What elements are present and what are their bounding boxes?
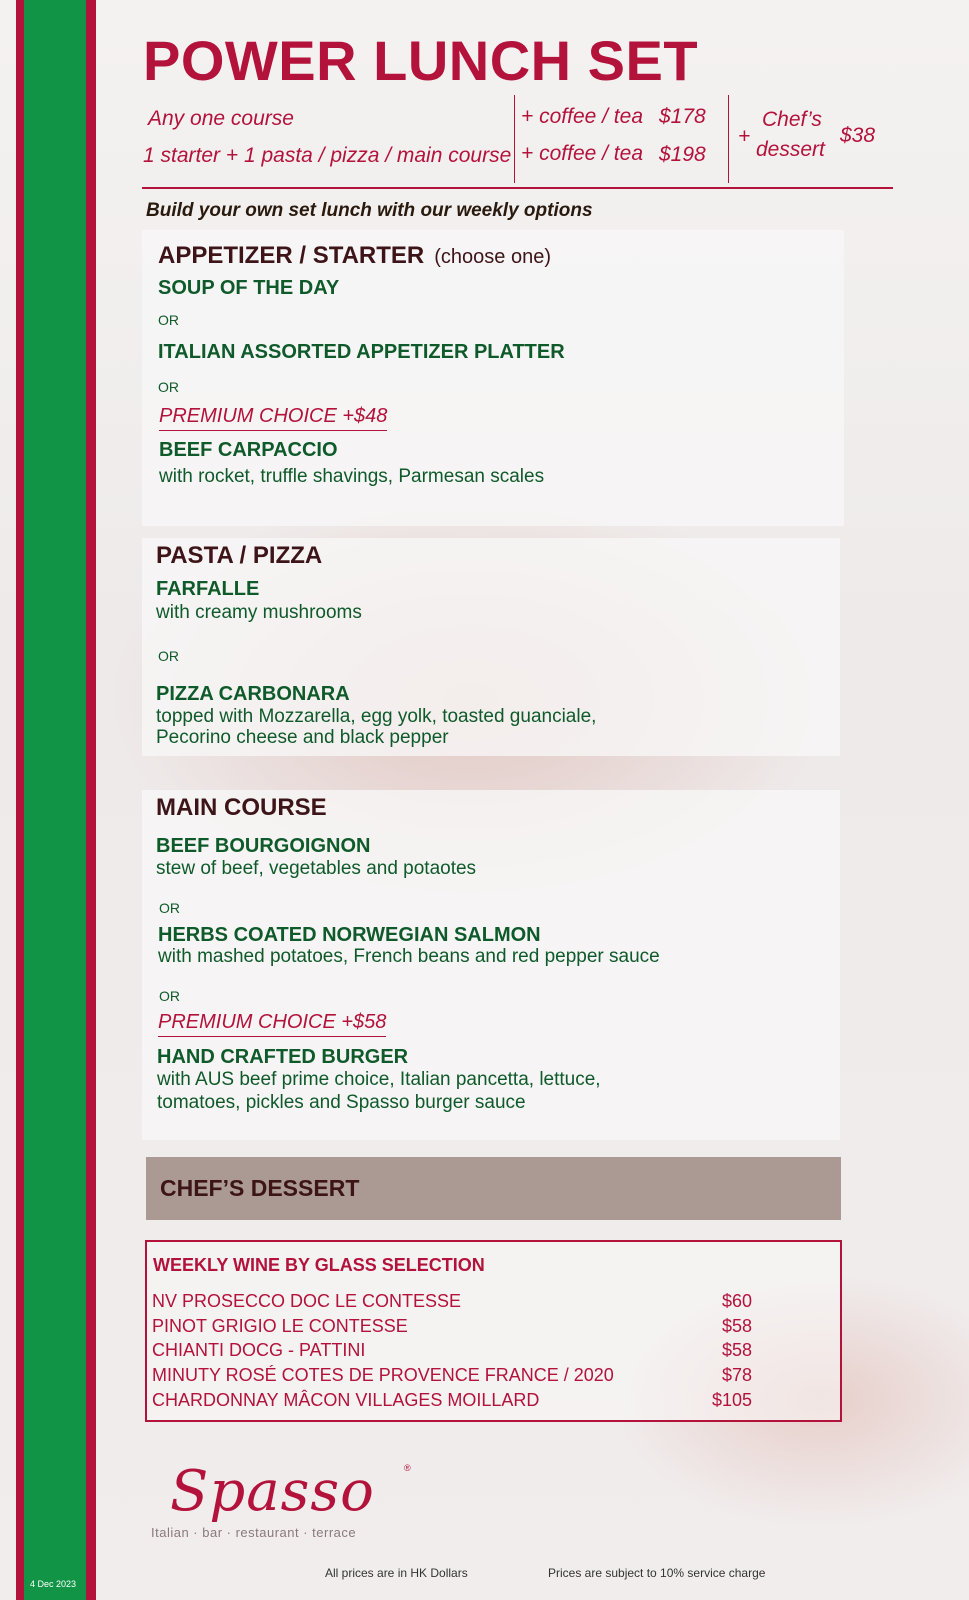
left-red-stripe — [16, 0, 24, 1600]
dish-description: with mashed potatoes, French beans and red pepper sauce — [158, 946, 660, 967]
dessert-label-line2: dessert — [756, 138, 825, 161]
pricing-row2-label: 1 starter + 1 pasta / pizza / main course — [143, 144, 512, 167]
dish-beef-carpaccio: BEEF CARPACCIO — [159, 439, 338, 461]
wine-name: CHARDONNAY MÂCON VILLAGES MOILLARD — [152, 1390, 540, 1410]
or-separator: OR — [158, 312, 179, 328]
dish-description: Pecorino cheese and black pepper — [156, 727, 449, 748]
registered-mark: ® — [404, 1463, 411, 1473]
pricing-divider — [728, 95, 729, 183]
wine-name: NV PROSECCO DOC LE CONTESSE — [152, 1291, 462, 1311]
currency-note: All prices are in HK Dollars — [325, 1566, 468, 1580]
wine-selection-box — [145, 1240, 842, 1422]
dish-description: stew of beef, vegetables and potaotes — [156, 858, 477, 879]
pricing-row1-addon: + coffee / tea — [521, 105, 644, 128]
wine-price: $58 — [721, 1316, 752, 1336]
wine-name: CHIANTI DOCG - PATTINI — [152, 1340, 366, 1360]
dish-pizza-carbonara: PIZZA CARBONARA — [156, 683, 350, 705]
appetizer-heading: APPETIZER / STARTER — [158, 242, 425, 269]
wine-item — [152, 1365, 752, 1389]
or-separator: OR — [158, 379, 179, 395]
or-separator: OR — [159, 900, 180, 916]
appetizer-note: (choose one) — [434, 246, 551, 268]
dish-description: tomatoes, pickles and Spasso burger sauce — [157, 1092, 526, 1113]
premium-choice-label: PREMIUM CHOICE +$58 — [158, 1011, 386, 1037]
wine-item — [152, 1390, 752, 1414]
pasta-panel — [142, 538, 840, 756]
dish-appetizer-platter: ITALIAN ASSORTED APPETIZER PLATTER — [158, 341, 565, 363]
chefs-dessert-title: CHEF’S DESSERT — [160, 1175, 360, 1201]
right-red-stripe — [86, 0, 96, 1600]
dish-description: with creamy mushrooms — [156, 602, 362, 623]
or-separator: OR — [158, 648, 179, 664]
wine-name: MINUTY ROSÉ COTES DE PROVENCE FRANCE / 2020 — [152, 1365, 614, 1385]
dish-farfalle: FARFALLE — [156, 578, 260, 600]
pricing-row2-price: $198 — [659, 143, 706, 166]
dish-description: with AUS beef prime choice, Italian pancetta, lettuce, — [157, 1069, 601, 1090]
service-charge-note: Prices are subject to 10% service charge — [548, 1566, 766, 1580]
logo-wordmark: Spasso — [170, 1459, 375, 1524]
spasso-logo — [150, 1459, 430, 1545]
logo-subtitle: Italian · bar · restaurant · terrace — [151, 1525, 357, 1540]
wine-name: PINOT GRIGIO LE CONTESSE — [152, 1316, 408, 1336]
wine-price: $60 — [721, 1291, 752, 1311]
green-stripe — [24, 0, 86, 1600]
wine-item — [152, 1340, 752, 1364]
dish-description: with rocket, truffle shavings, Parmesan scales — [159, 466, 545, 487]
menu-title: POWER LUNCH SET — [143, 29, 699, 92]
pasta-title: PASTA / PIZZA — [156, 542, 323, 569]
menu-date: 4 Dec 2023 — [30, 1579, 77, 1589]
wine-item — [152, 1291, 752, 1315]
pricing-row1-price: $178 — [659, 105, 706, 128]
main-course-title: MAIN COURSE — [156, 794, 327, 821]
tagline: Build your own set lunch with our weekly options — [146, 200, 593, 221]
dish-hand-crafted-burger: HAND CRAFTED BURGER — [157, 1046, 409, 1068]
pricing-row1-label: Any one course — [148, 107, 294, 130]
wine-item — [152, 1316, 752, 1340]
wine-selection-title: WEEKLY WINE BY GLASS SELECTION — [153, 1255, 485, 1275]
dish-beef-bourgoignon: BEEF BOURGOIGNON — [156, 835, 371, 857]
dish-description: topped with Mozzarella, egg yolk, toasted guanciale, — [156, 706, 597, 727]
premium-choice-label: PREMIUM CHOICE +$48 — [159, 405, 387, 431]
main-course-panel — [142, 790, 840, 1140]
dessert-label-line1: Chef’s — [762, 108, 822, 131]
dish-norwegian-salmon: HERBS COATED NORWEGIAN SALMON — [158, 924, 541, 946]
dish-soup-of-the-day: SOUP OF THE DAY — [158, 277, 340, 299]
chefs-dessert-banner — [146, 1157, 841, 1220]
dessert-plus: + — [738, 125, 751, 148]
wine-price: $105 — [711, 1390, 752, 1410]
pricing-row2-addon: + coffee / tea — [521, 142, 644, 165]
wine-price: $78 — [721, 1365, 752, 1385]
pricing-divider — [514, 95, 515, 183]
dessert-price: $38 — [840, 124, 876, 147]
appetizer-title — [158, 242, 551, 270]
or-separator: OR — [159, 988, 180, 1004]
header-rule — [142, 187, 893, 189]
wine-price: $58 — [721, 1340, 752, 1360]
appetizer-panel — [142, 230, 844, 526]
